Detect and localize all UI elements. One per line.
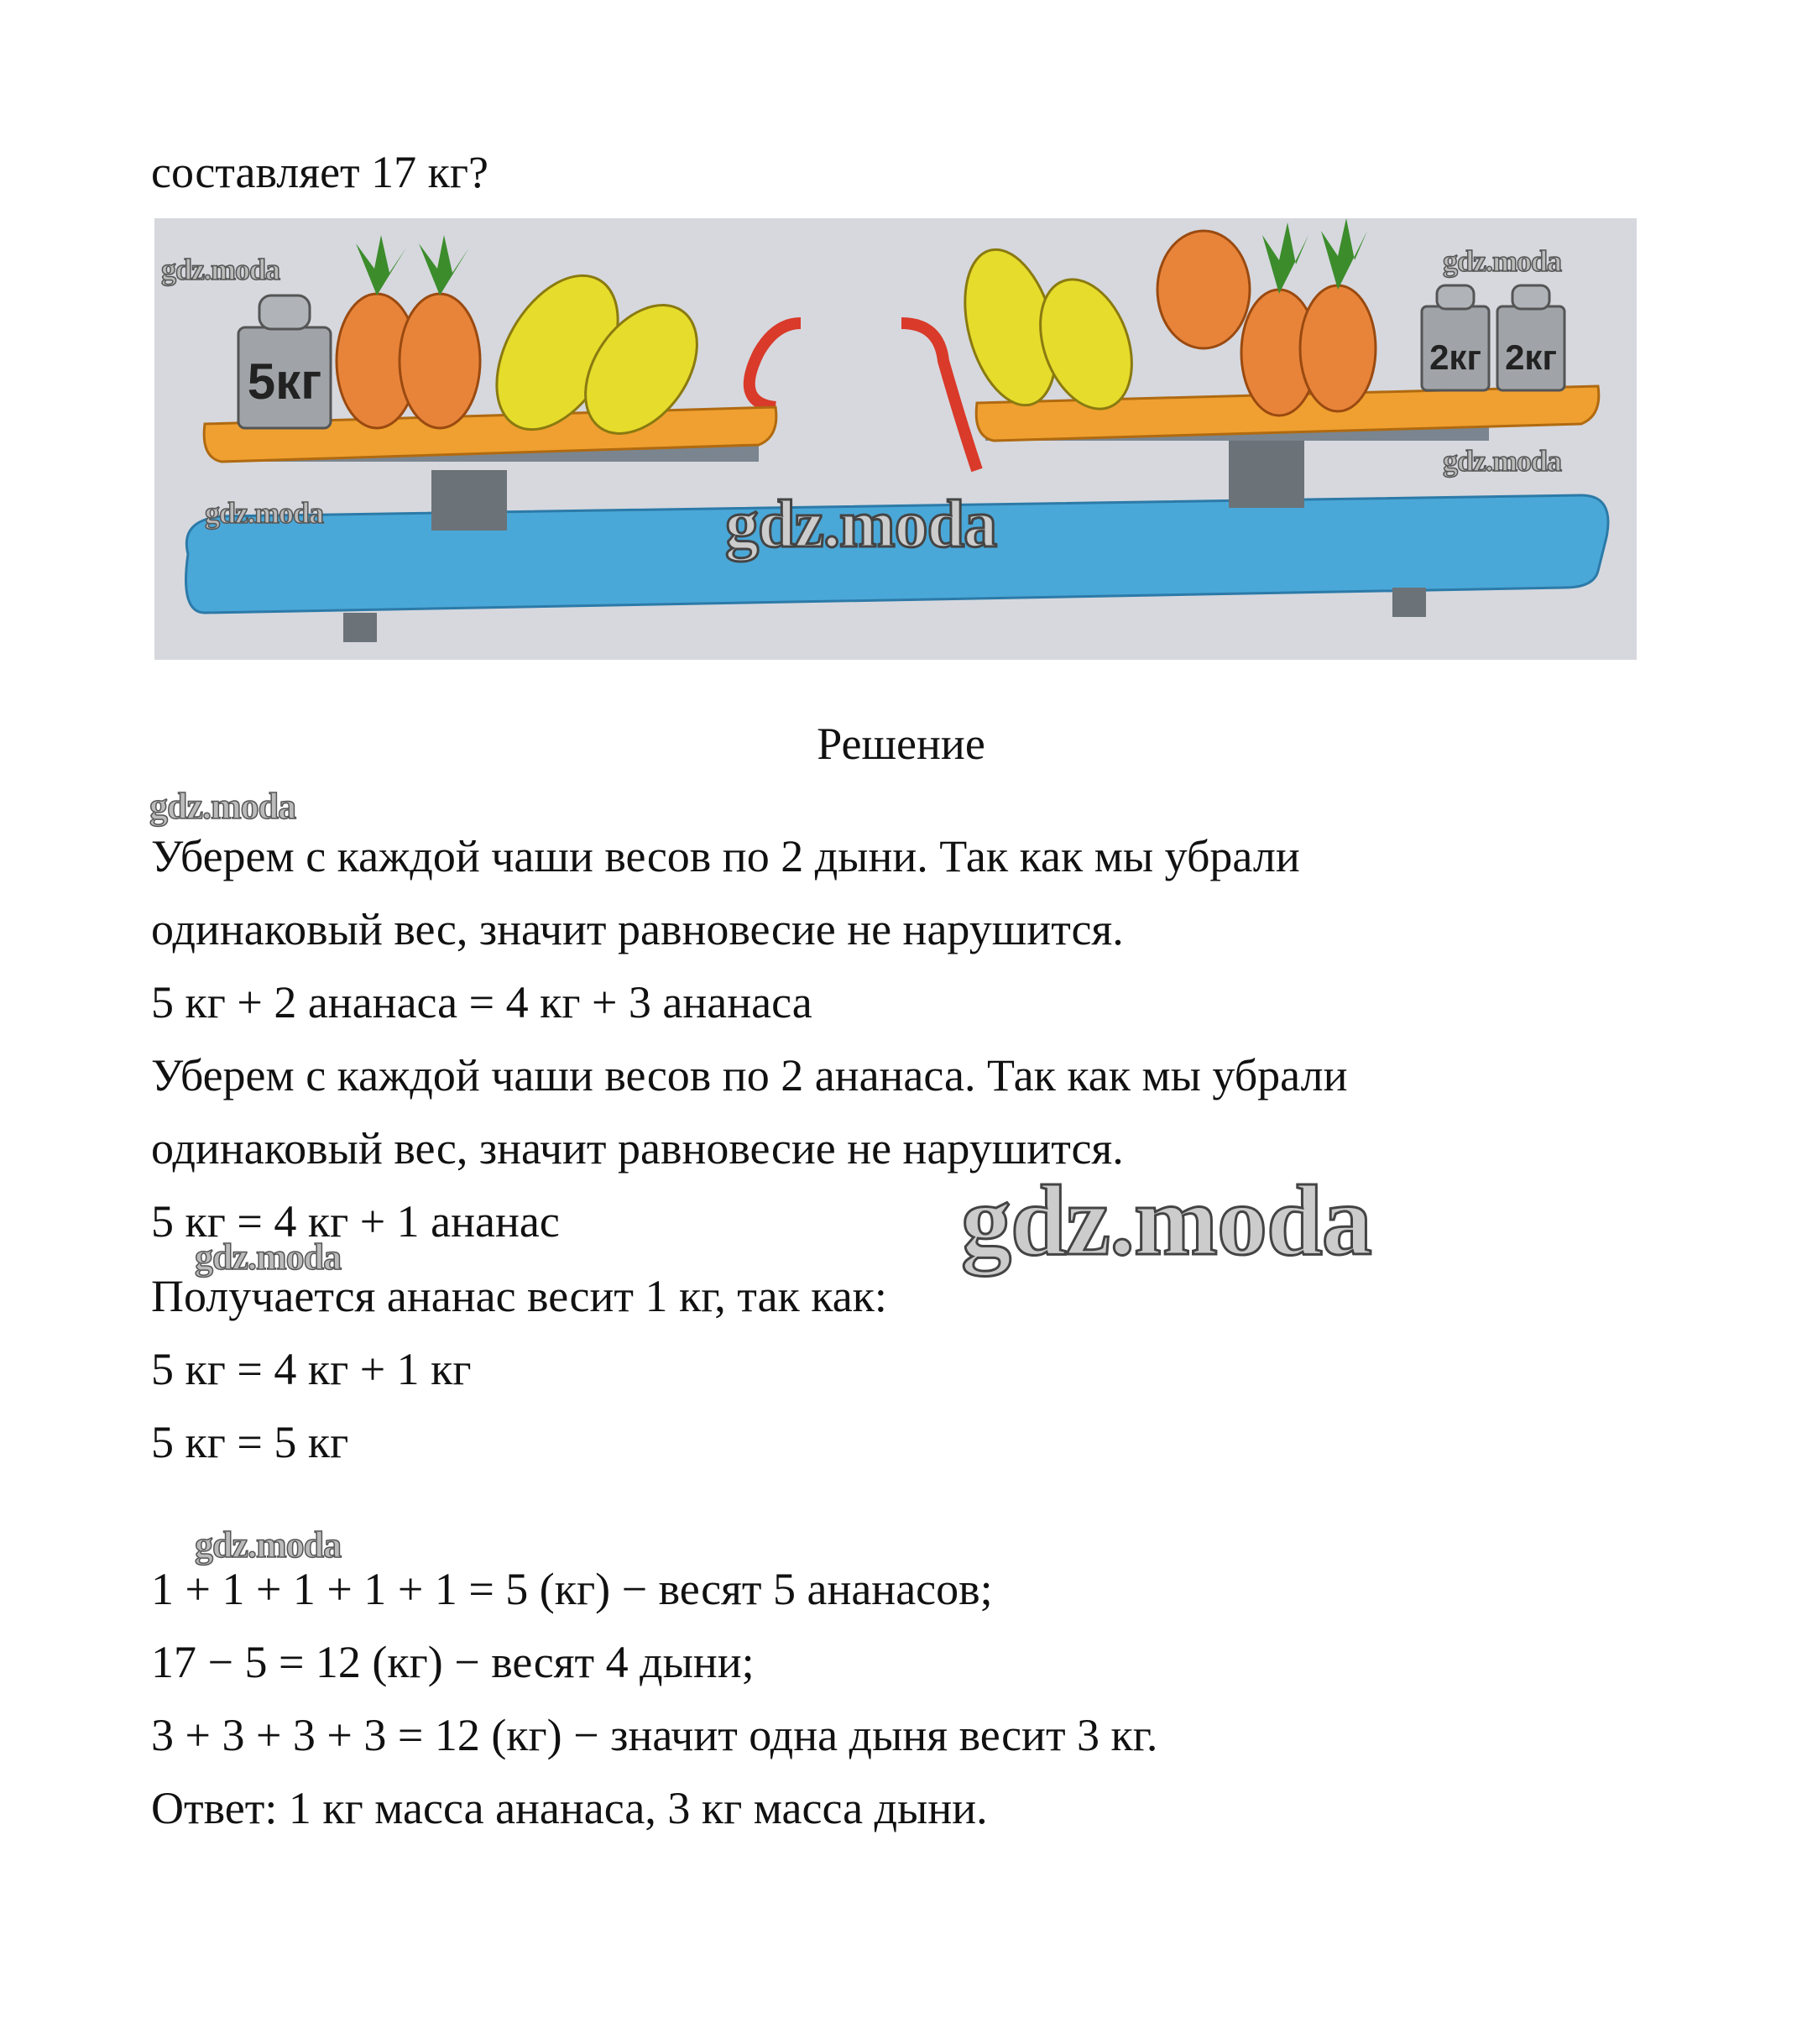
- watermark: gdz.moda: [149, 786, 296, 827]
- answer-line: Ответ: 1 кг масса ананаса, 3 кг масса дыни.: [151, 1783, 988, 1833]
- solution-line-8: 5 кг = 4 кг + 1 кг: [151, 1344, 472, 1394]
- watermark: gdz.moda: [161, 253, 280, 286]
- watermark: gdz.moda: [195, 1236, 342, 1278]
- balance-scale-image: [154, 218, 1637, 660]
- left-weight-label: 5кг: [247, 353, 322, 410]
- solution-line-4: Уберем с каждой чаши весов по 2 ананаса. Так как мы убрали: [151, 1050, 1348, 1100]
- solution-line-1: Уберем с каждой чаши весов по 2 дыни. Так как мы убрали: [151, 831, 1300, 881]
- solution-line-10: 1 + 1 + 1 + 1 + 1 = 5 (кг) − весят 5 ананасов;: [151, 1564, 993, 1614]
- watermark: gdz.moda: [1443, 444, 1562, 478]
- right-weight-label-2: 2кг: [1505, 337, 1557, 377]
- right-weight-label-1: 2кг: [1429, 337, 1481, 377]
- watermark: gdz.moda: [1443, 244, 1562, 278]
- watermark: gdz.moda: [195, 1524, 342, 1566]
- problem-text-end: составляет 17 кг?: [151, 147, 488, 197]
- solution-line-11: 17 − 5 = 12 (кг) − весят 4 дыни;: [151, 1637, 755, 1687]
- solution-line-5: одинаковый вес, значит равновесие не нарушится.: [151, 1123, 1124, 1174]
- solution-title: Решение: [817, 719, 985, 769]
- watermark: gdz.moda: [725, 488, 997, 562]
- watermark: gdz.moda: [205, 496, 324, 530]
- scale-illustration: [154, 218, 1637, 660]
- solution-line-6: 5 кг = 4 кг + 1 ананас: [151, 1196, 560, 1247]
- solution-line-2: одинаковый вес, значит равновесие не нарушится.: [151, 904, 1124, 954]
- solution-line-9: 5 кг = 5 кг: [151, 1417, 349, 1467]
- solution-line-7: Получается ананас весит 1 кг, так как:: [151, 1271, 887, 1321]
- solution-line-12: 3 + 3 + 3 + 3 = 12 (кг) − значит одна дыня весит 3 кг.: [151, 1710, 1158, 1760]
- watermark-large: gdz.moda: [961, 1164, 1371, 1276]
- solution-line-3: 5 кг + 2 ананаса = 4 кг + 3 ананаса: [151, 977, 812, 1027]
